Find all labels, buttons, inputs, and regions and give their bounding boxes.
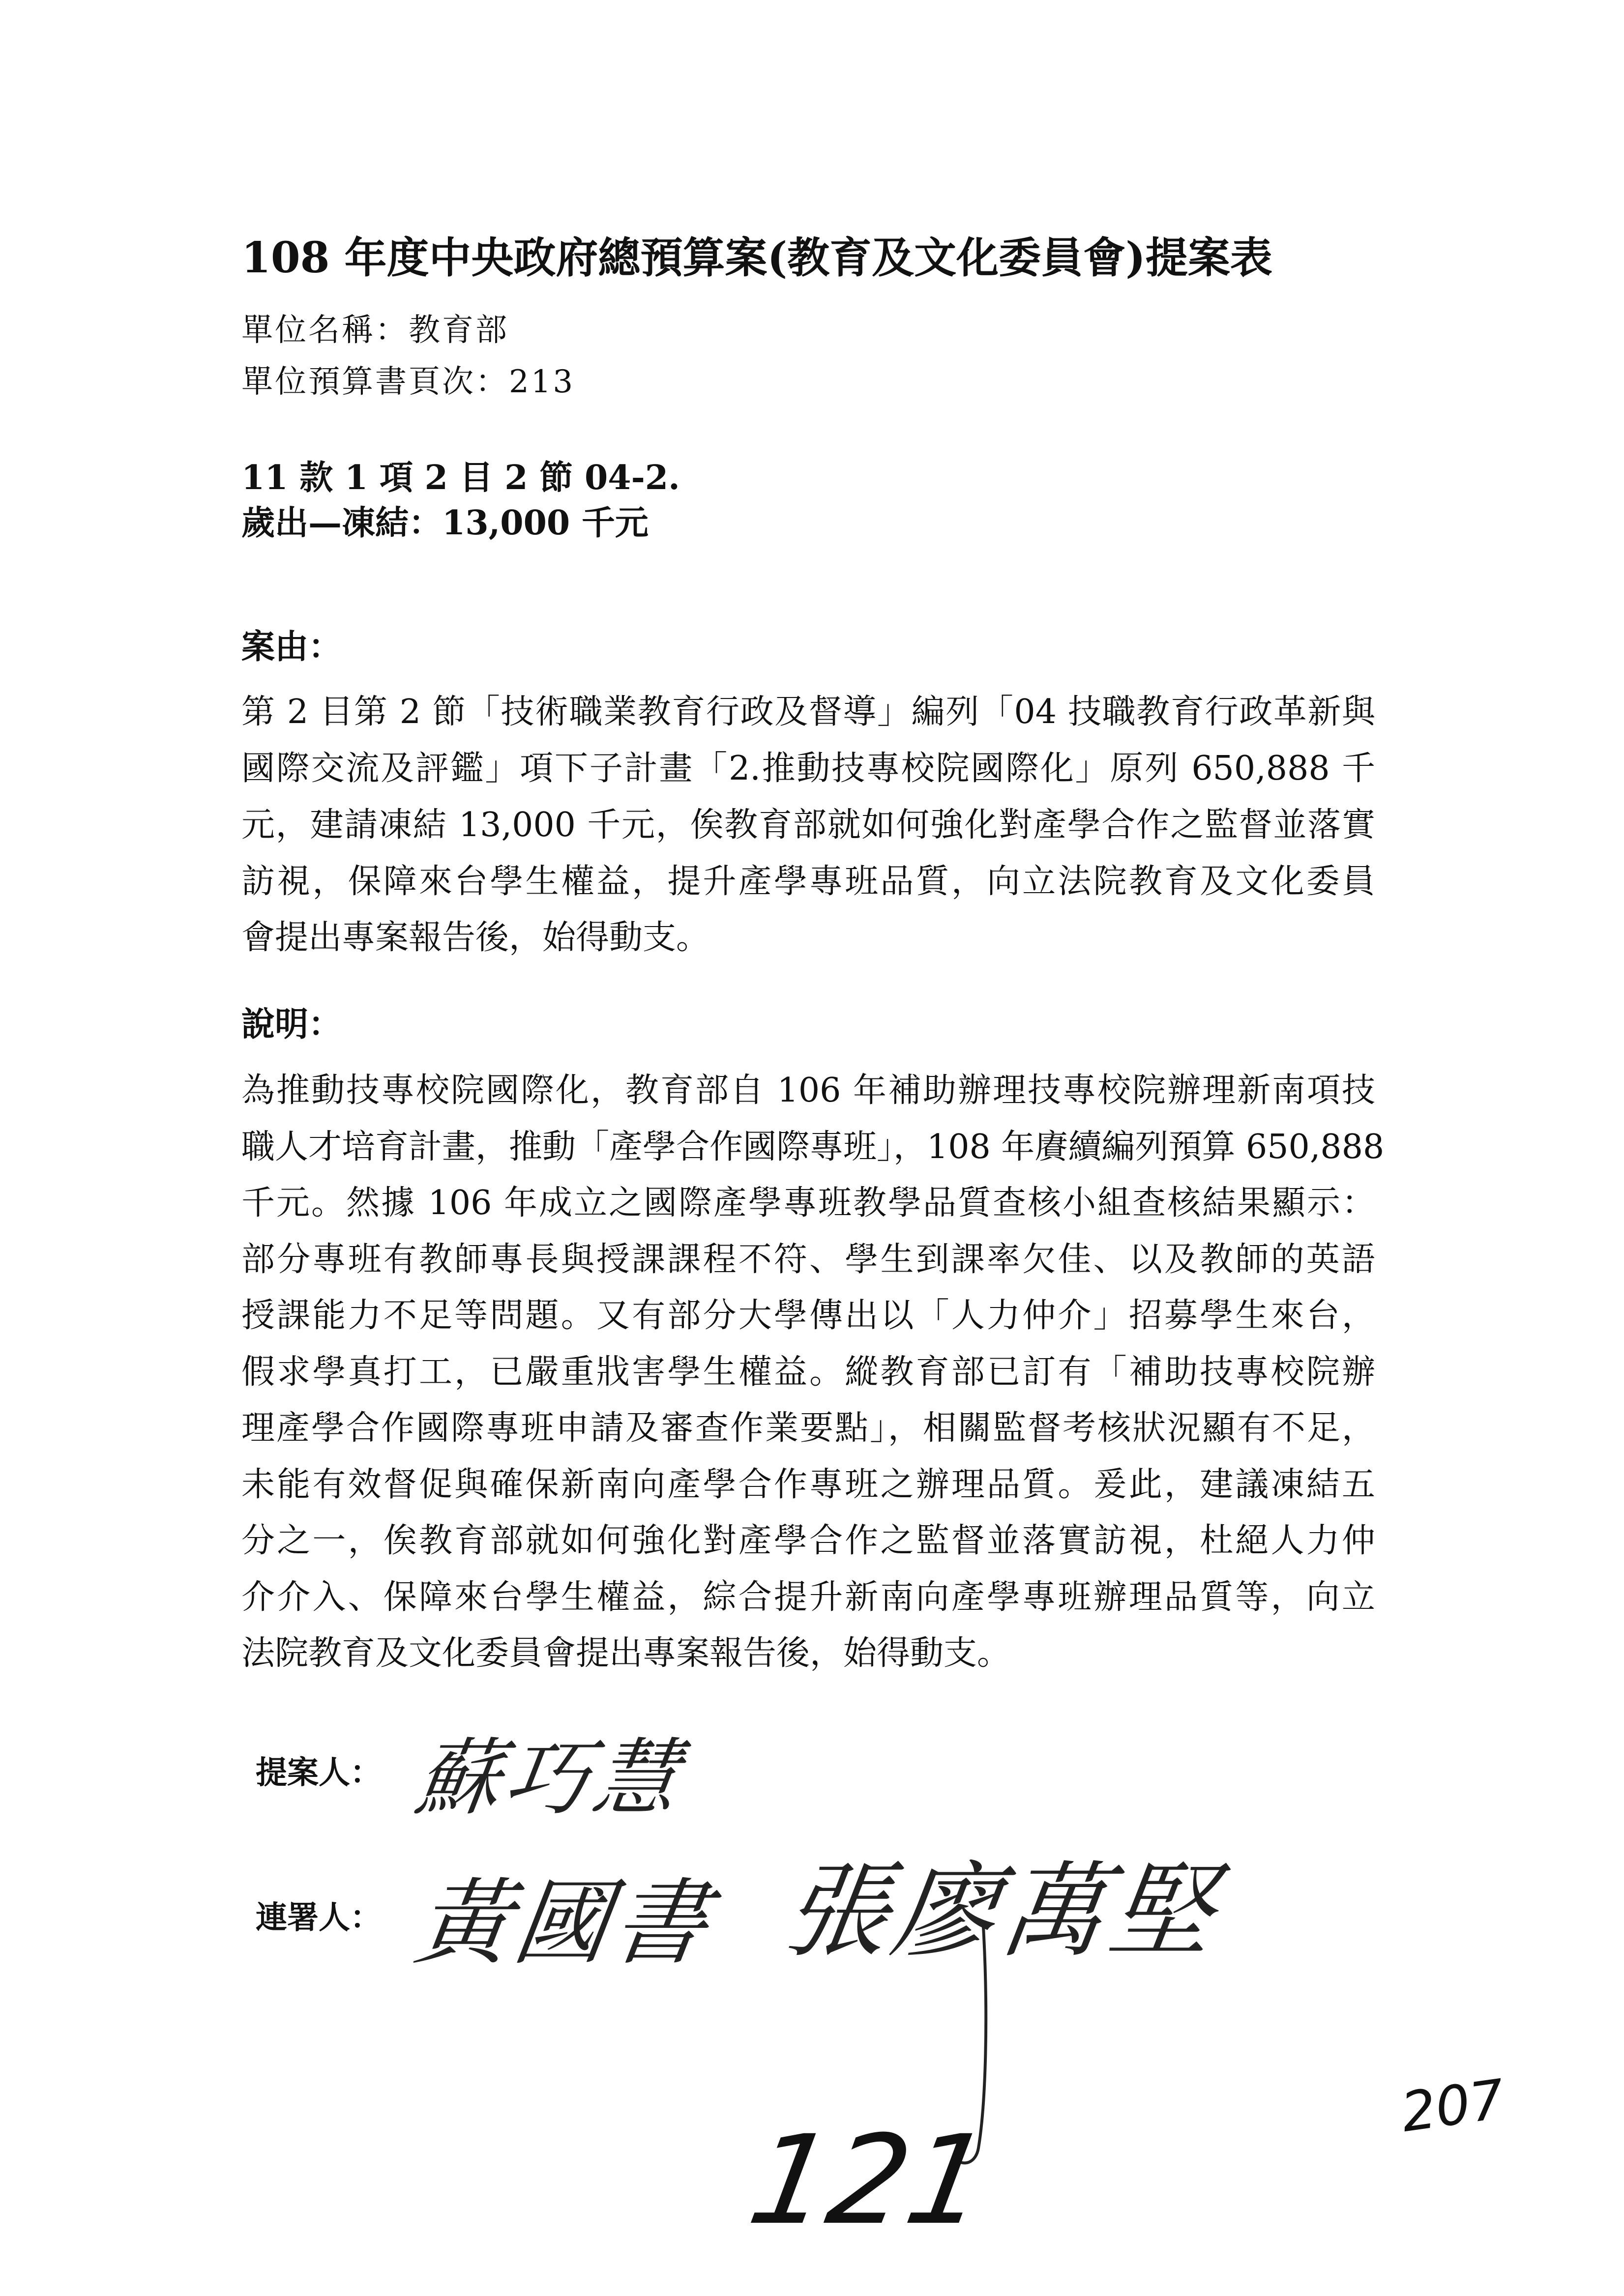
explanation-heading: 說明： [241,1005,342,1044]
explanation-line: 分之一，俟教育部就如何強化對產學合作之監督並落實訪視，杜絕人力仲 [241,1521,1375,1560]
reason-line: 會提出專案報告後，始得動支。 [241,918,710,957]
explanation-line: 千元。然據 106 年成立之國際產學專班教學品質查核小組查核結果顯示： [241,1184,1375,1222]
document-title: 108 年度中央政府總預算案(教育及文化委員會)提案表 [241,233,1272,283]
cosigner-signature: 張廖萬堅 [777,1851,1227,1972]
explanation-line: 部分專班有教師專長與授課課程不符、學生到課率欠佳、以及教師的英語 [241,1240,1375,1279]
proposer-label: 提案人： [256,1754,382,1791]
expenditure-freeze: 歲出—凍結：13,000 千元 [241,503,649,543]
handwritten-number: 121 [739,2109,1000,2252]
reason-heading: 案由： [241,627,342,667]
page-number: 207 [1397,2067,1508,2144]
cosigner-label: 連署人： [256,1899,382,1936]
proposer-signature: 蘇巧慧 [410,1730,689,1827]
cosigner-signature: 黃國書 [409,1869,720,1977]
item-code: 11 款 1 項 2 目 2 節 04-2. [241,458,680,497]
explanation-line: 未能有效督促與確保新南向產學合作專班之辦理品質。爰此，建議凍結五 [241,1465,1375,1504]
unit-name: 單位名稱：教育部 [241,312,509,349]
reason-line: 元，建請凍結 13,000 千元，俟教育部就如何強化對產學合作之監督並落實 [241,806,1375,844]
reason-line: 國際交流及評鑑」項下子計畫「2.推動技專校院國際化」原列 650,888 千 [241,749,1375,788]
reason-line: 第 2 目第 2 節「技術職業教育行政及督導」編列「04 技職教育行政革新與 [241,693,1375,731]
explanation-line: 職人才培育計畫，推動「產學合作國際專班」，108 年賡續編列預算 650,888 [241,1128,1385,1166]
reason-line: 訪視，保障來台學生權益，提升產學專班品質，向立法院教育及文化委員 [241,862,1375,901]
explanation-line: 法院教育及文化委員會提出專案報告後，始得動支。 [241,1634,1011,1673]
explanation-line: 假求學真打工，已嚴重戕害學生權益。縱教育部已訂有「補助技專校院辦 [241,1353,1375,1392]
explanation-line: 介介入、保障來台學生權益，綜合提升新南向產學專班辦理品質等，向立 [241,1578,1375,1617]
explanation-line: 授課能力不足等問題。又有部分大學傳出以「人力仲介」招募學生來台， [241,1296,1375,1335]
explanation-line: 為推動技專校院國際化，教育部自 106 年補助辦理技專校院辦理新南項技 [241,1071,1375,1110]
explanation-line: 理產學合作國際專班申請及審查作業要點」，相關監督考核狀況顯有不足， [241,1409,1375,1448]
unit-budget-page: 單位預算書頁次：213 [241,364,575,400]
